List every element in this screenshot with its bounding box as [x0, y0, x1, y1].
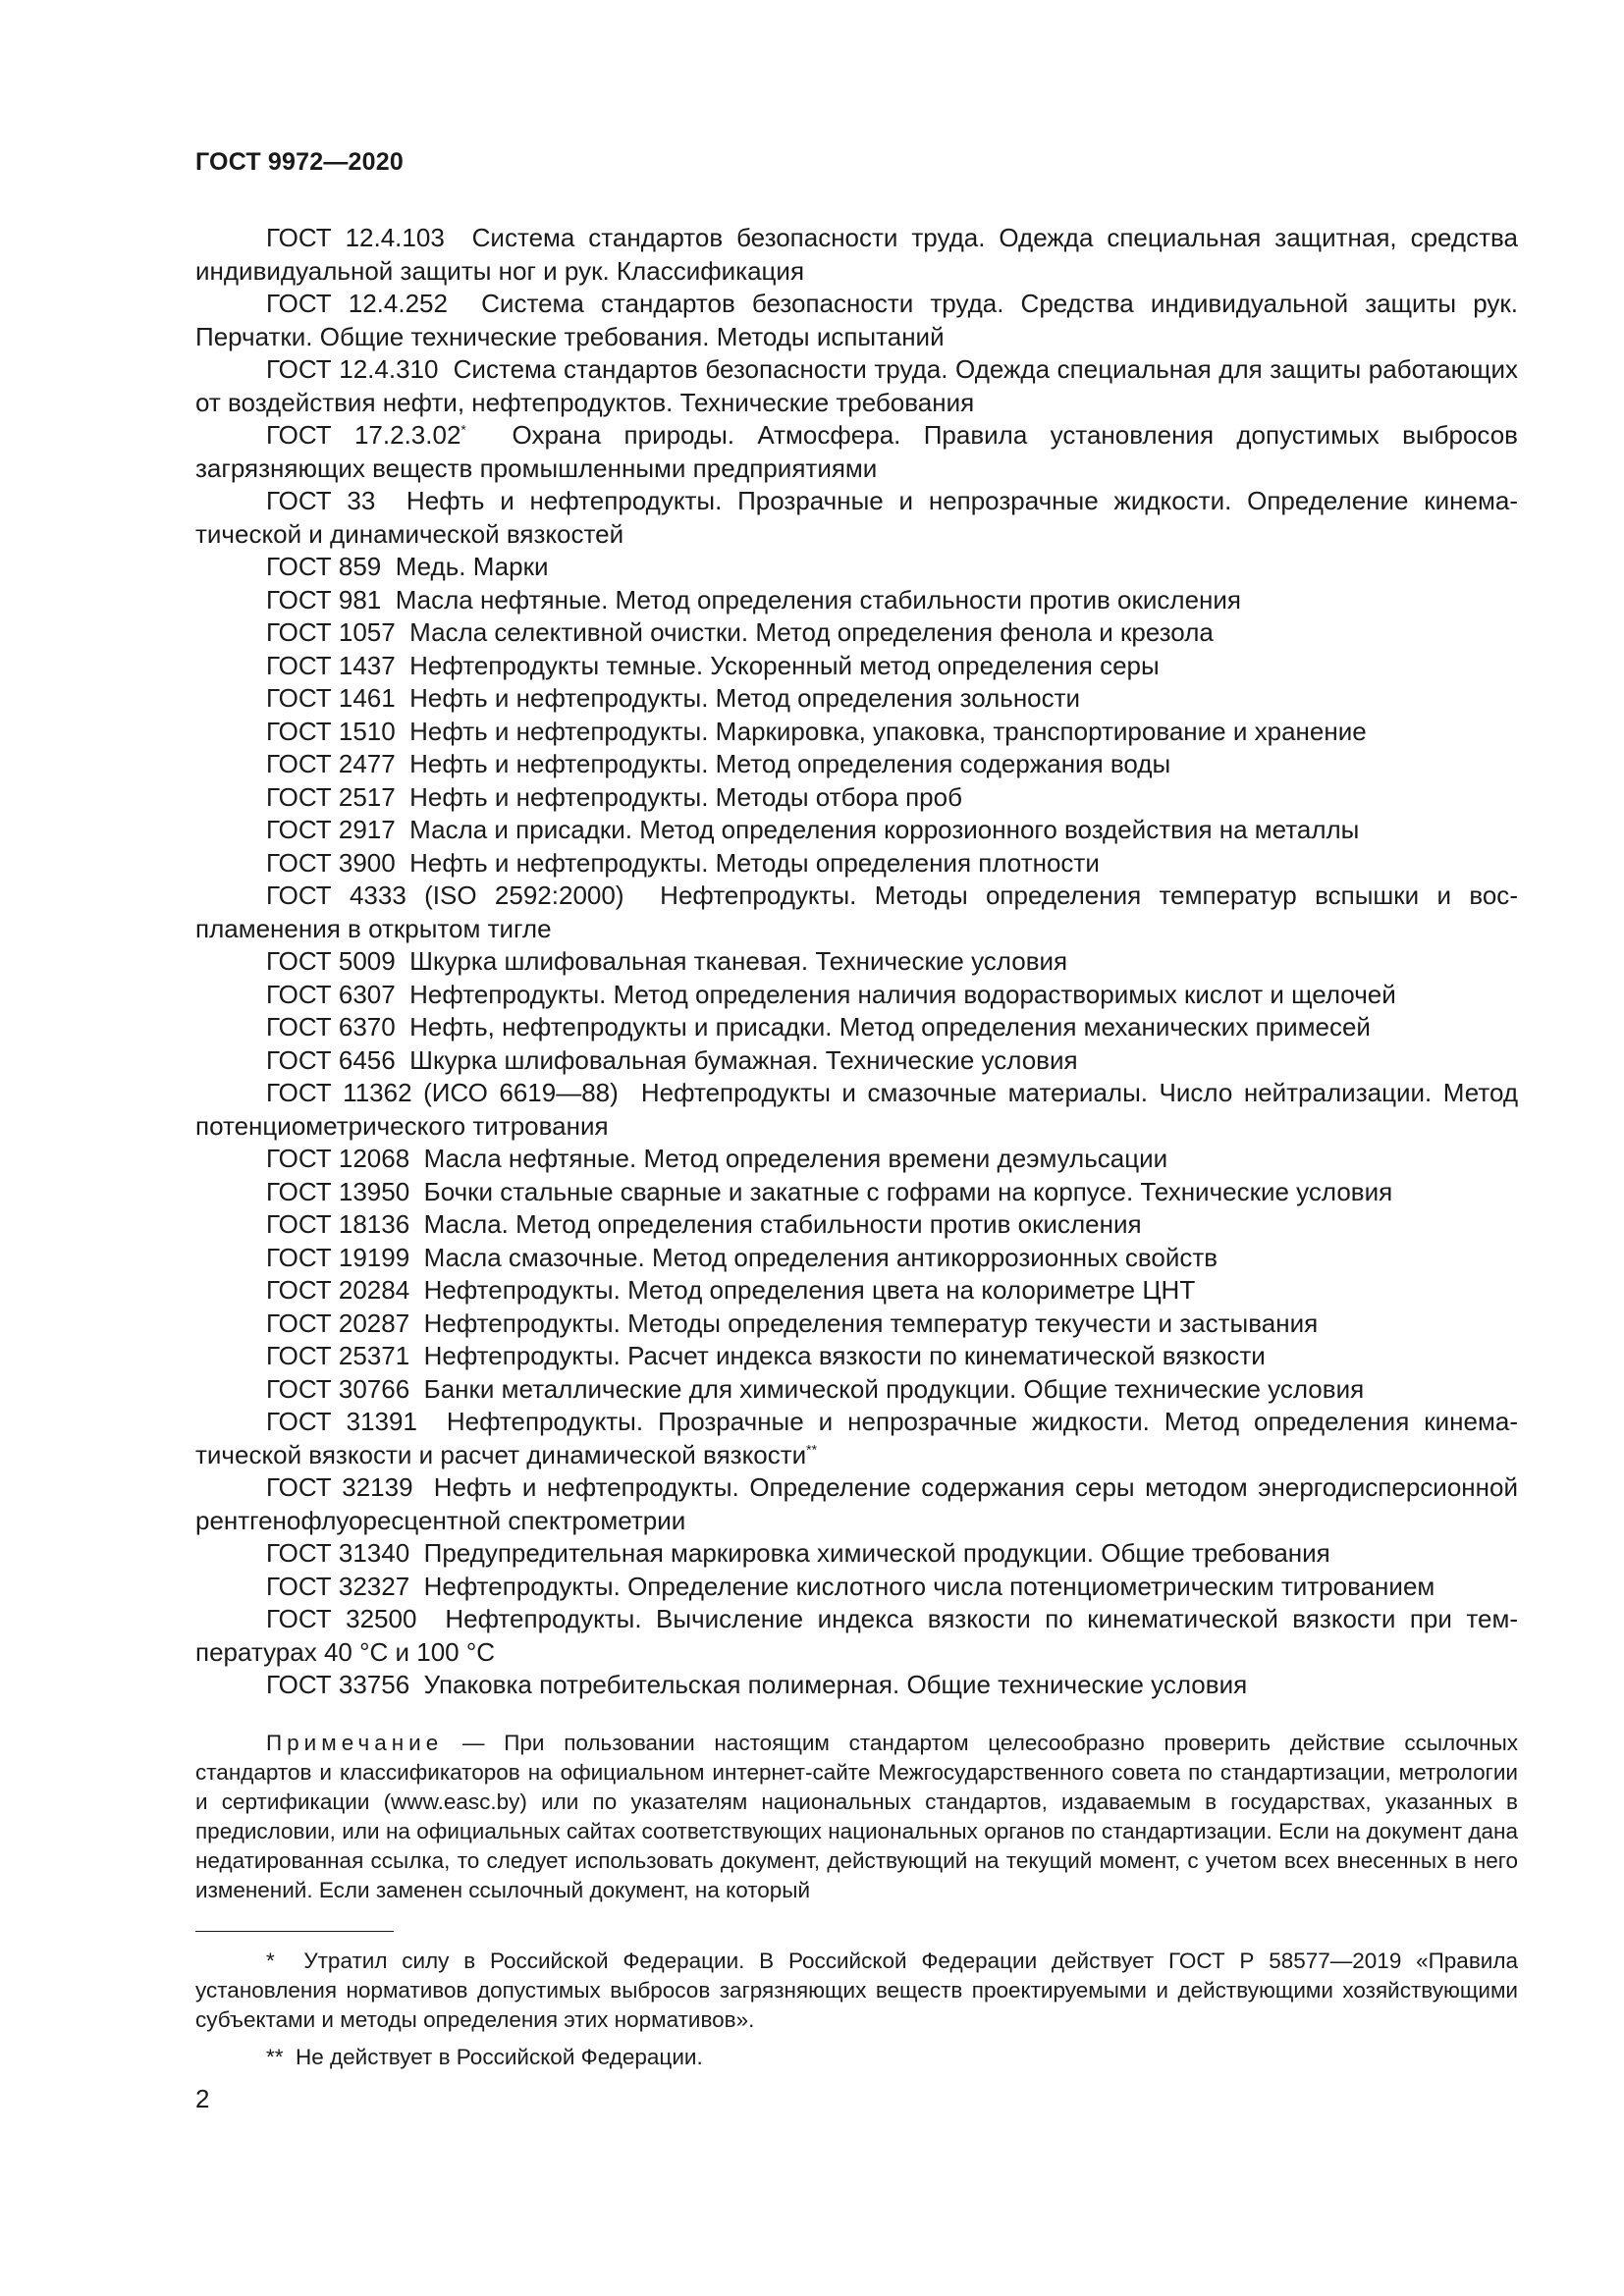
reference-entry — [195, 1603, 1518, 1669]
footnote-ref-mark: * — [460, 421, 466, 438]
note-block — [195, 1729, 1518, 1905]
reference-entry — [195, 485, 1518, 551]
reference-title: Масла нефтяные. Метод определения стабильности против окисления — [395, 584, 1241, 614]
reference-title: Нефтепродукты темные. Ускоренный метод определения серы — [409, 650, 1160, 680]
reference-code: ГОСТ 30766 — [266, 1373, 410, 1404]
reference-code: ГОСТ 12.4.252 — [266, 289, 448, 318]
reference-title: Упаковка потребительская полимерная. Общие технические условия — [423, 1670, 1248, 1699]
footnote-text: Утратил силу в Российской Федерации. В Российской Федерации действует ГОСТ Р 58577—2019 «Правила установления нормативов допустимых выбросов загрязняющих веществ проектируемыми и действующими хозяйствующими субъектами и методы определения этих нормативов». — [195, 1949, 1518, 2032]
reference-code: ГОСТ 33 — [266, 486, 376, 515]
reference-title: Система стандартов безопасности труда. Средства индивидуальной защиты рук. Перчатки. Общие технические требования. Методы испытаний — [195, 289, 1518, 351]
reference-title: Масла смазочные. Метод определения антикоррозионных свойств — [423, 1242, 1218, 1272]
footnote-ref-mark: ** — [806, 1440, 818, 1457]
reference-title: Предупредительная маркировка химической продукции. Общие требования — [423, 1538, 1330, 1568]
reference-title: Нефть и нефтепродукты. Определение содержания серы методом энергодисперсионной рентгенофлуоресцентной спектрометрии — [195, 1472, 1518, 1535]
reference-title: Нефтепродукты. Вычисление индекса вязкости по кинематической вязкости при температурах 40 °C и 100 °C — [195, 1604, 1519, 1667]
reference-entry — [195, 1143, 1518, 1176]
reference-title: Нефтепродукты. Метод определения наличия водорастворимых кислот и щелочей — [409, 979, 1396, 1009]
reference-entry — [195, 1208, 1518, 1242]
reference-title: Медь. Марки — [395, 552, 549, 581]
reference-entry — [195, 1537, 1518, 1571]
reference-entry — [195, 880, 1518, 945]
reference-code: ГОСТ 31340 — [266, 1538, 410, 1568]
footnote-text: Не действует в Российской Федерации. — [296, 2045, 703, 2069]
reference-entry — [195, 616, 1518, 650]
reference-entry — [195, 551, 1518, 584]
reference-code: ГОСТ 18136 — [266, 1209, 410, 1239]
note-text: — При пользовании настоящим стандартом целесообразно проверить действие ссылочных стандартов и классификаторов на официальном интернет-сайте Межгосударственного совета по стандартизации, метрологии и сертификации (www.easc.by) или по указателям национальных стандартов, издаваемым в государствах, указанных в предисловии, или на официальных сайтах соответствующих национальных органов по стандартизации. Если на документ дана недатированная ссылка, то следует использовать документ, действующий на текущий момент, с учетом всех внесенных в него изменений. Если заменен ссылочный документ, на который — [195, 1731, 1518, 1902]
reference-code: ГОСТ 20284 — [266, 1275, 410, 1305]
reference-code: ГОСТ 12.4.310 — [266, 354, 439, 384]
reference-entry — [195, 847, 1518, 881]
reference-code: ГОСТ 13950 — [266, 1176, 410, 1206]
reference-code: ГОСТ 1510 — [266, 716, 396, 746]
reference-title: Нефть и нефтепродукты. Методы определения плотности — [409, 847, 1100, 878]
reference-title: Нефтепродукты. Расчет индекса вязкости по кинематической вязкости — [423, 1341, 1266, 1370]
reference-title: Система стандартов безопасности труда. Одежда специальная для защиты работающих от воздействия нефти, нефтепродуктов. Технические требования — [195, 354, 1518, 417]
reference-title: Нефть и нефтепродукты. Метод определения содержания воды — [409, 749, 1171, 778]
reference-entry — [195, 716, 1518, 749]
note-label: Примечание — [266, 1731, 444, 1755]
page-number: 2 — [195, 2084, 210, 2113]
note-paragraph — [195, 1729, 1518, 1905]
reference-entry — [195, 945, 1518, 979]
reference-entry — [195, 288, 1518, 353]
reference-code: ГОСТ 1057 — [266, 617, 396, 647]
reference-code: ГОСТ 20287 — [266, 1308, 410, 1338]
reference-entry — [195, 419, 1518, 485]
reference-entry — [195, 1471, 1518, 1537]
reference-title: Масла нефтяные. Метод определения времени деэмульсации — [423, 1144, 1168, 1173]
reference-code: ГОСТ 32139 — [266, 1472, 413, 1502]
reference-code: ГОСТ 25371 — [266, 1341, 410, 1370]
reference-code: ГОСТ 11362 (ИСО 6619—88) — [266, 1078, 619, 1107]
reference-code: ГОСТ 19199 — [266, 1242, 410, 1272]
document-header: ГОСТ 9972—2020 — [195, 148, 404, 176]
reference-code: ГОСТ 32327 — [266, 1571, 410, 1601]
reference-entry — [195, 222, 1518, 288]
reference-entry — [195, 1406, 1518, 1471]
reference-title: Масла. Метод определения стабильности против окисления — [423, 1209, 1142, 1239]
reference-title: Нефтепродукты. Определение кислотного числа потенциометрическим титрованием — [423, 1571, 1435, 1601]
reference-title: Шкурка шлифовальная тканевая. Технические условия — [409, 946, 1068, 976]
reference-title: Шкурка шлифовальная бумажная. Технические условия — [409, 1044, 1078, 1075]
reference-entry — [195, 1340, 1518, 1373]
reference-code: ГОСТ 12068 — [266, 1144, 410, 1173]
reference-entry — [195, 650, 1518, 683]
reference-code: ГОСТ 32500 — [266, 1604, 417, 1633]
reference-title: Нефтепродукты. Прозрачные и непрозрачные жидкости. Метод определения кинематической вязкости и расчет динамической вязкости — [195, 1407, 1518, 1469]
footnote-separator — [195, 1931, 394, 1932]
reference-title: Нефтепродукты. Методы определения температур вспышки и воспламенения в открытом тигле — [195, 881, 1518, 943]
reference-title: Масла и присадки. Метод определения коррозионного воздействия на металлы — [409, 815, 1360, 844]
reference-title: Охрана природы. Атмосфера. Правила установления допустимых выбросов загрязняющих веществ промышленными предприятиями — [195, 420, 1518, 483]
reference-entry — [195, 1571, 1518, 1604]
reference-title: Нефтепродукты. Метод определения цвета на колориметре ЦНТ — [423, 1275, 1196, 1305]
reference-code: ГОСТ 859 — [266, 552, 382, 581]
reference-title: Нефтепродукты и смазочные материалы. Число нейтрализации. Метод потенциометрического титрования — [195, 1078, 1518, 1141]
reference-code: ГОСТ 31391 — [266, 1407, 417, 1436]
reference-entry — [195, 1274, 1518, 1308]
normative-references-list — [195, 222, 1518, 1702]
footnote-1 — [195, 1947, 1518, 2035]
reference-code: ГОСТ 981 — [266, 584, 382, 614]
reference-entry — [195, 682, 1518, 716]
reference-title: Нефть и нефтепродукты. Методы отбора проб — [409, 781, 962, 812]
reference-title: Нефть, нефтепродукты и присадки. Метод определения механических примесей — [409, 1012, 1371, 1041]
reference-title: Нефть и нефтепродукты. Метод определения зольности — [409, 683, 1081, 713]
reference-entry — [195, 1077, 1518, 1143]
reference-code: ГОСТ 6370 — [266, 1012, 396, 1041]
reference-code: ГОСТ 33756 — [266, 1670, 410, 1699]
reference-code: ГОСТ 2517 — [266, 781, 396, 812]
reference-code: ГОСТ 2477 — [266, 749, 396, 778]
reference-code: ГОСТ 3900 — [266, 847, 396, 878]
reference-title: Бочки стальные сварные и закатные с гофрами на корпусе. Технические условия — [423, 1176, 1393, 1206]
reference-entry — [195, 814, 1518, 847]
reference-code: ГОСТ 1461 — [266, 683, 396, 713]
footnote-mark: * — [266, 1949, 275, 1973]
reference-entry — [195, 1669, 1518, 1702]
reference-entry — [195, 1242, 1518, 1275]
reference-entry — [195, 1373, 1518, 1407]
reference-entry — [195, 781, 1518, 815]
reference-entry — [195, 1308, 1518, 1341]
reference-entry — [195, 748, 1518, 781]
reference-title: Нефтепродукты. Методы определения температур текучести и застывания — [423, 1308, 1319, 1338]
reference-code: ГОСТ 4333 (ISO 2592:2000) — [266, 881, 624, 910]
reference-code: ГОСТ 1437 — [266, 650, 396, 680]
reference-code: ГОСТ 17.2.3.02 — [266, 420, 461, 450]
reference-entry — [195, 353, 1518, 419]
reference-code: ГОСТ 5009 — [266, 946, 396, 976]
reference-code: ГОСТ 2917 — [266, 815, 396, 844]
footnote-mark: ** — [266, 2045, 284, 2069]
reference-entry — [195, 1176, 1518, 1209]
reference-title: Банки металлические для химической продукции. Общие технические условия — [423, 1373, 1365, 1404]
reference-title: Система стандартов безопасности труда. Одежда специальная защитная, средства индивидуальной защиты ног и рук. Классификация — [195, 223, 1518, 286]
reference-title: Нефть и нефтепродукты. Прозрачные и непрозрачные жидкости. Определение кинематической и динамической вязкостей — [195, 486, 1519, 549]
reference-entry — [195, 1044, 1518, 1078]
reference-entry — [195, 979, 1518, 1012]
footnote-2 — [195, 2043, 1518, 2072]
reference-code: ГОСТ 6456 — [266, 1044, 396, 1075]
reference-code: ГОСТ 6307 — [266, 979, 396, 1009]
reference-entry — [195, 584, 1518, 617]
reference-entry — [195, 1011, 1518, 1044]
reference-title: Нефть и нефтепродукты. Маркировка, упаковка, транспортирование и хранение — [409, 716, 1367, 746]
reference-code: ГОСТ 12.4.103 — [266, 223, 445, 252]
reference-title: Масла селективной очистки. Метод определения фенола и крезола — [409, 617, 1214, 647]
